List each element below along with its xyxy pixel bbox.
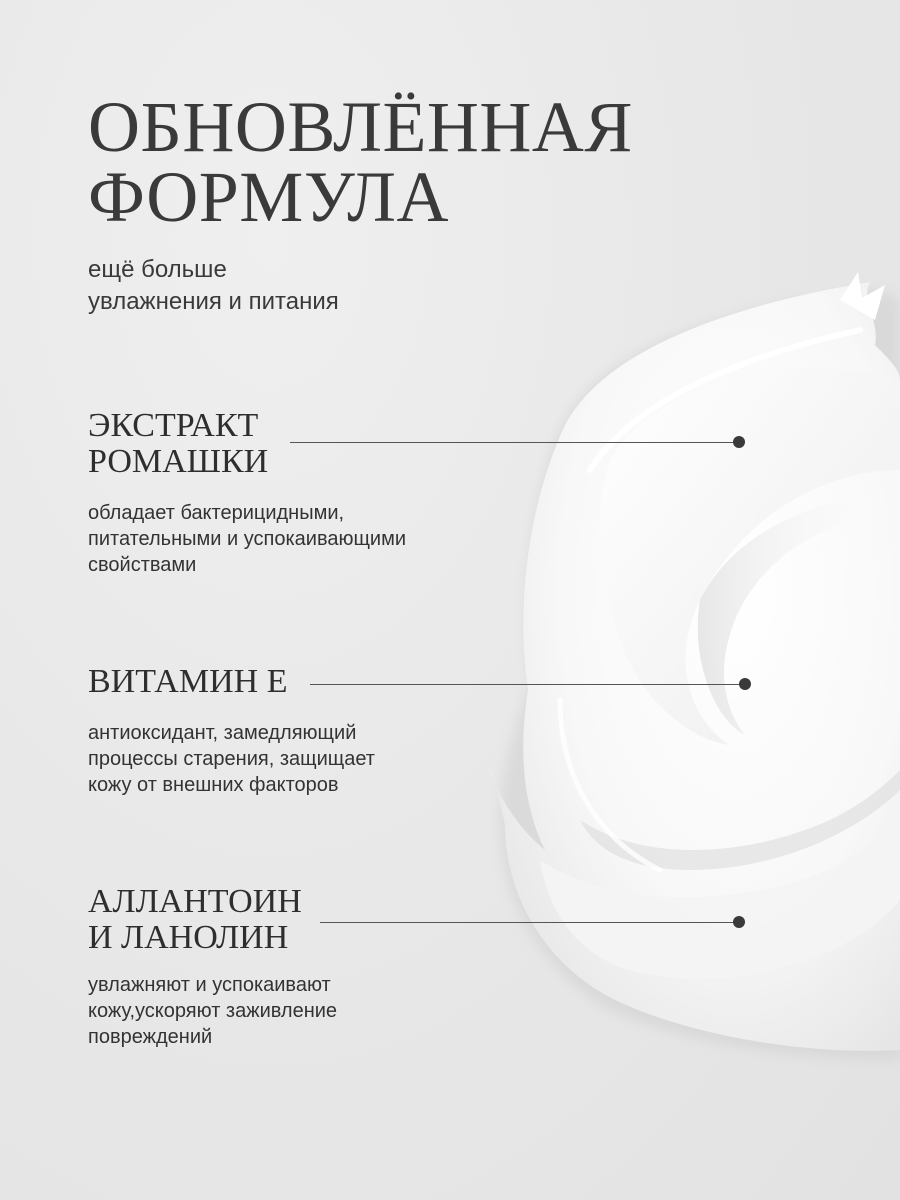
feature-title-line: ЭКСТРАКТ (88, 407, 259, 444)
pointer-line (290, 442, 736, 443)
pointer-dot-icon (733, 916, 745, 928)
page-title (88, 87, 633, 237)
feature-desc-line: свойствами (88, 554, 197, 576)
feature-desc-line: процессы старения, защищает (88, 748, 375, 770)
feature-title-line: ВИТАМИН Е (88, 663, 288, 700)
subtitle-line-2: увлажнения и питания (88, 288, 339, 315)
feature-desc-line: обладает бактерицидными, (88, 502, 345, 524)
page-title-line-1: ОБНОВЛЁННАЯ (88, 87, 633, 167)
feature-title-line: И ЛАНОЛИН (88, 919, 289, 956)
feature-desc-line: увлажняют и успокаивают (88, 974, 331, 996)
pointer-line (320, 922, 736, 923)
feature-desc-line: кожу,ускоряют заживление (88, 1000, 338, 1022)
subtitle (88, 254, 488, 318)
subtitle-line-1: ещё больше (88, 256, 227, 283)
feature-desc-chamomile (88, 500, 518, 578)
feature-desc-line: питательными и успокаивающими (88, 528, 407, 550)
feature-desc-vitamin-e (88, 720, 518, 798)
pointer-dot-icon (739, 678, 751, 690)
feature-title-line: АЛЛАНТОИН (88, 883, 302, 920)
pointer-line (310, 684, 742, 685)
feature-title-allantoin (88, 884, 302, 956)
feature-title-chamomile (88, 408, 268, 480)
feature-desc-line: кожу от внешних факторов (88, 774, 339, 796)
feature-title-line: РОМАШКИ (88, 443, 269, 480)
feature-desc-allantoin (88, 972, 518, 1050)
feature-title-vitamin-e (88, 664, 287, 700)
page-title-line-2: ФОРМУЛА (88, 157, 450, 237)
feature-desc-line: повреждений (88, 1026, 213, 1048)
feature-desc-line: антиоксидант, замедляющий (88, 722, 357, 744)
pointer-dot-icon (733, 436, 745, 448)
